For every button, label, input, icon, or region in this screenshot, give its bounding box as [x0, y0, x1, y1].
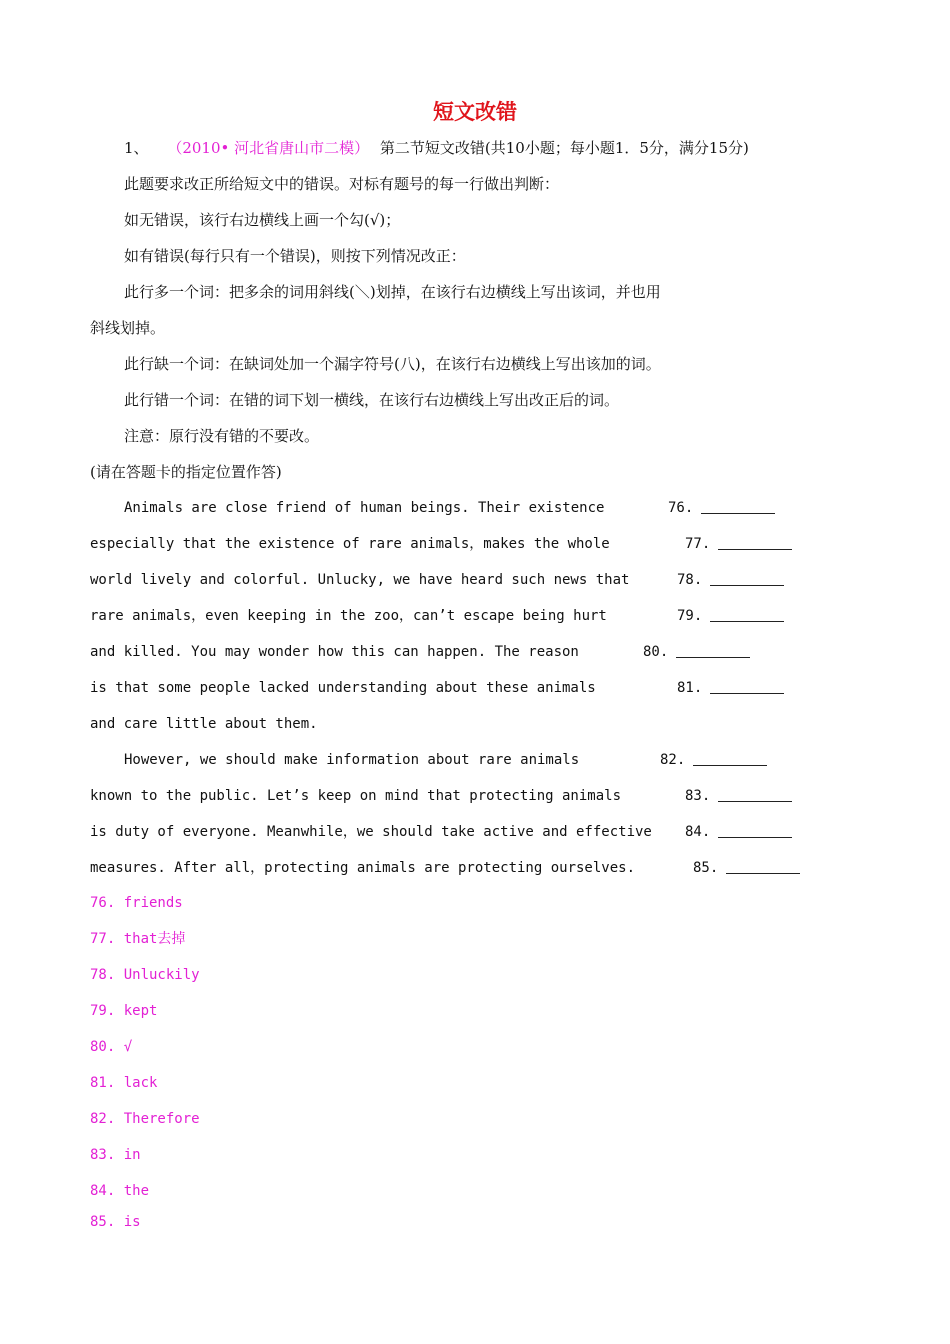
item-number: 84.: [685, 822, 792, 842]
instruction-line: 注意：原行没有错的不要改。: [124, 427, 320, 445]
passage-line: is duty of everyone. Meanwhile，we should take active and effective: [90, 824, 652, 840]
item-number: 76.: [668, 498, 775, 518]
answer-blank: [726, 859, 800, 874]
passage-line: is that some people lacked understanding about these animals: [90, 680, 596, 696]
passage-line: and killed. You may wonder how this can happen. The reason: [90, 644, 579, 660]
item-number: 81.: [677, 678, 784, 698]
answer-line: 83. in: [90, 1147, 141, 1163]
answer-blank: [701, 499, 775, 514]
question-source: （2010• 河北省唐山市二模）: [167, 139, 370, 157]
item-number: 82.: [660, 750, 767, 770]
answer-blank: [718, 787, 792, 802]
passage-line: known to the public. Let’s keep on mind that protecting animals: [90, 788, 622, 804]
answer-line: 82. Therefore: [90, 1111, 200, 1127]
answer-blank: [710, 607, 784, 622]
item-number: 80.: [643, 642, 750, 662]
instruction-line: 此行错一个词：在错的词下划一横线，在该行右边横线上写出改正后的词。: [124, 391, 620, 409]
answer-blank: [693, 751, 767, 766]
answer-line: 78. Unluckily: [90, 967, 200, 983]
answer-line: 81. lack: [90, 1075, 158, 1091]
passage-line: measures. After all，protecting animals are protecting ourselves.: [90, 860, 636, 876]
passage-line: However, we should make information about rare animals: [124, 752, 580, 768]
instruction-line: 如无错误，该行右边横线上画一个勾(√)；: [124, 211, 401, 229]
page-title: 短文改错: [433, 100, 517, 124]
answer-line: 77. that去掉: [90, 931, 186, 947]
question-heading: 第二节短文改错(共10小题；每小题1．5分，满分15分): [379, 139, 749, 157]
answer-blank: [718, 823, 792, 838]
answer-line: 84. the: [90, 1183, 150, 1199]
passage-line: and care little about them.: [90, 716, 318, 732]
answer-blank: [710, 679, 784, 694]
answer-line: 76. friends: [90, 895, 183, 911]
answer-line: 79. kept: [90, 1003, 158, 1019]
answer-line: 80. √: [90, 1039, 133, 1055]
instruction-line: (请在答题卡的指定位置作答): [90, 463, 282, 481]
item-number: 78.: [677, 570, 784, 590]
answer-line: 85. is: [90, 1214, 141, 1230]
answer-blank: [718, 535, 792, 550]
instruction-line: 如有错误(每行只有一个错误)，则按下列情况改正：: [124, 247, 466, 265]
item-number: 77.: [685, 534, 792, 554]
question-header: [124, 138, 749, 158]
item-number: 85.: [693, 858, 800, 878]
answer-blank: [676, 643, 750, 658]
passage-line: Animals are close friend of human beings. Their existence: [124, 500, 605, 516]
question-number: 1、: [124, 139, 149, 157]
answer-blank: [710, 571, 784, 586]
passage-line: especially that the existence of rare animals，makes the whole: [90, 536, 610, 552]
item-number: 79.: [677, 606, 784, 626]
instruction-line: 斜线划掉。: [90, 319, 166, 337]
instruction-line: 此行缺一个词：在缺词处加一个漏字符号(八)，在该行右边横线上写出该加的词。: [124, 355, 661, 373]
passage-line: rare animals，even keeping in the zoo，can’t escape being hurt: [90, 608, 607, 624]
instruction-line: 此题要求改正所给短文中的错误。对标有题号的每一行做出判断：: [124, 175, 560, 193]
instruction-line: 此行多一个词：把多余的词用斜线(＼)划掉，在该行右边横线上写出该词，并也用: [124, 283, 661, 301]
item-number: 83.: [685, 786, 792, 806]
passage-line: world lively and colorful. Unlucky, we have heard such news that: [90, 572, 630, 588]
